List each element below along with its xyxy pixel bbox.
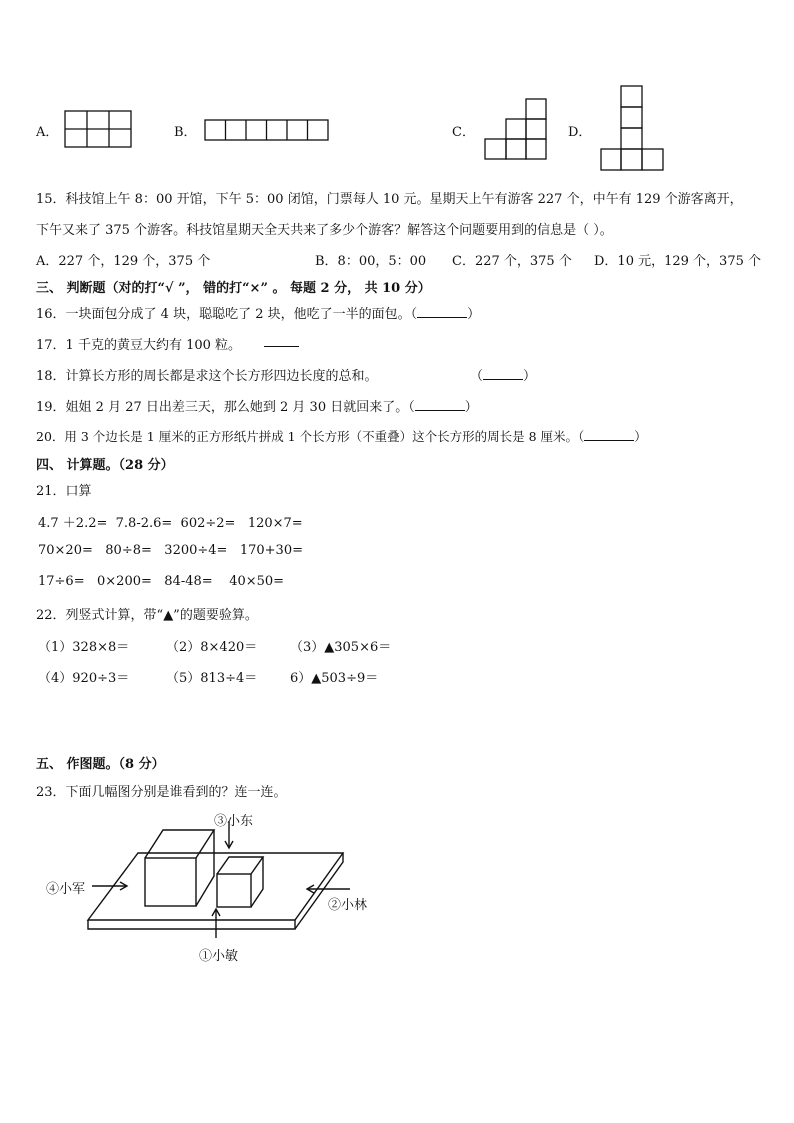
q19-answer-blank[interactable] xyxy=(415,398,465,411)
option-d-label: D． xyxy=(568,125,592,140)
option-a-figure xyxy=(64,110,134,148)
mental-item: 602÷2= xyxy=(180,516,236,531)
option-b-label: B． xyxy=(174,125,197,140)
option-b-figure xyxy=(204,119,330,143)
q17-text: 17．1 千克的黄豆大约有 100 粒。 xyxy=(36,338,242,353)
q15-option-d: D．10 元，129 个，375 个 xyxy=(594,254,761,269)
q20-close: ） xyxy=(634,429,647,444)
vertical-calc-3: （3）▲305×6＝ xyxy=(290,640,392,655)
vertical-calc-5: （5）813÷4＝ xyxy=(166,671,258,686)
section4-heading: 四、 计算题。（28 分） xyxy=(36,458,174,473)
section5-heading: 五、 作图题。（8 分） xyxy=(36,757,165,772)
q18-close: ） xyxy=(523,369,537,384)
label-xiaomin: ①小敏 xyxy=(199,949,239,964)
option-c-label: C． xyxy=(452,125,475,140)
option-a-label: A． xyxy=(36,125,59,140)
q23-title: 23．下面几幅图分别是谁看到的？连一连。 xyxy=(36,785,287,800)
board-side xyxy=(295,853,343,929)
mental-item: 4.7 ＋2.2= xyxy=(38,516,108,531)
q18-answer-blank[interactable] xyxy=(483,367,523,380)
label-xiaojun: ④小军 xyxy=(46,882,86,897)
q16-answer-blank[interactable] xyxy=(417,305,467,318)
mental-item: 3200÷4= xyxy=(164,543,228,558)
q20 xyxy=(36,427,647,445)
q17 xyxy=(36,334,241,353)
option-c-figure xyxy=(484,98,550,162)
q19-text: 19．姐姐 2 月 27 日出差三天，那么她到 2 月 30 日就回来了。（ xyxy=(36,400,415,415)
q22-title: 22．列竖式计算，带“▲”的题要验算。 xyxy=(36,608,258,623)
small-cube-top xyxy=(217,857,263,874)
label-xiaolin: ②小林 xyxy=(328,898,368,913)
q18-open: （ xyxy=(470,369,484,384)
board-front xyxy=(88,920,295,929)
mental-item: 17÷6= xyxy=(38,574,85,589)
vertical-calc-4: （4）920÷3＝ xyxy=(38,671,130,686)
q20-text: 20．用 3 个边长是 1 厘米的正方形纸片拼成 1 个长方形（不重叠）这个长方形的周长是 8 厘米。（ xyxy=(36,429,585,444)
mental-item: 170+30= xyxy=(239,543,303,558)
mental-row-2 xyxy=(38,543,303,558)
q18-answer xyxy=(470,365,536,384)
q16-close: ） xyxy=(467,307,481,322)
big-cube-front xyxy=(145,858,196,906)
q15-option-c: C．227 个，375 个 xyxy=(452,254,572,269)
mental-row-3 xyxy=(38,574,284,589)
q21-title: 21．口算 xyxy=(36,484,92,499)
section3-heading: 三、 判断题（对的打“√ ”， 错的打“×” 。 每题 2 分， 共 10 分） xyxy=(36,281,431,296)
mental-item: 120×7= xyxy=(247,516,303,531)
q16-text: 16．一块面包分成了 4 块，聪聪吃了 2 块，他吃了一半的面包。（ xyxy=(36,307,418,322)
mental-item: 70×20= xyxy=(38,543,93,558)
mental-item: 7.8-2.6= xyxy=(115,516,173,531)
option-d-figure xyxy=(600,85,666,173)
big-cube-side xyxy=(196,830,214,906)
mental-item: 84-48= xyxy=(164,574,213,589)
small-cube-front xyxy=(217,874,251,907)
q15-line2: 下午又来了 375 个游客。科技馆星期天全天共来了多少个游客？解答这个问题要用到的信息是（ ）。 xyxy=(36,223,613,238)
label-xiaodong: ③小东 xyxy=(214,814,254,829)
mental-item: 80÷8= xyxy=(105,543,152,558)
vertical-calc-1: （1）328×8＝ xyxy=(38,640,130,655)
big-cube-top xyxy=(145,830,214,858)
mental-row-1 xyxy=(38,512,303,531)
mental-item: 40×50= xyxy=(229,574,285,589)
q16 xyxy=(36,303,480,322)
mental-item: 0×200= xyxy=(97,574,152,589)
vertical-calc-6: 6）▲503÷9＝ xyxy=(290,671,379,686)
q19 xyxy=(36,396,478,415)
q18-text: 18．计算长方形的周长都是求这个长方形四边长度的总和。 xyxy=(36,369,378,384)
q17-answer-blank[interactable] xyxy=(264,334,299,347)
q19-close: ） xyxy=(464,400,478,415)
q20-answer-blank[interactable] xyxy=(584,428,634,441)
vertical-calc-2: （2）8×420＝ xyxy=(166,640,258,655)
q15-option-b: B．8：00，5：00 xyxy=(315,254,427,269)
q15-option-a: A．227 个，129 个，375 个 xyxy=(36,254,211,269)
q15-line1: 15．科技馆上午 8：00 开馆，下午 5：00 闭馆，门票每人 10 元。星期天上午有游客 227 个，中午有 129 个游客离开， xyxy=(36,192,743,207)
